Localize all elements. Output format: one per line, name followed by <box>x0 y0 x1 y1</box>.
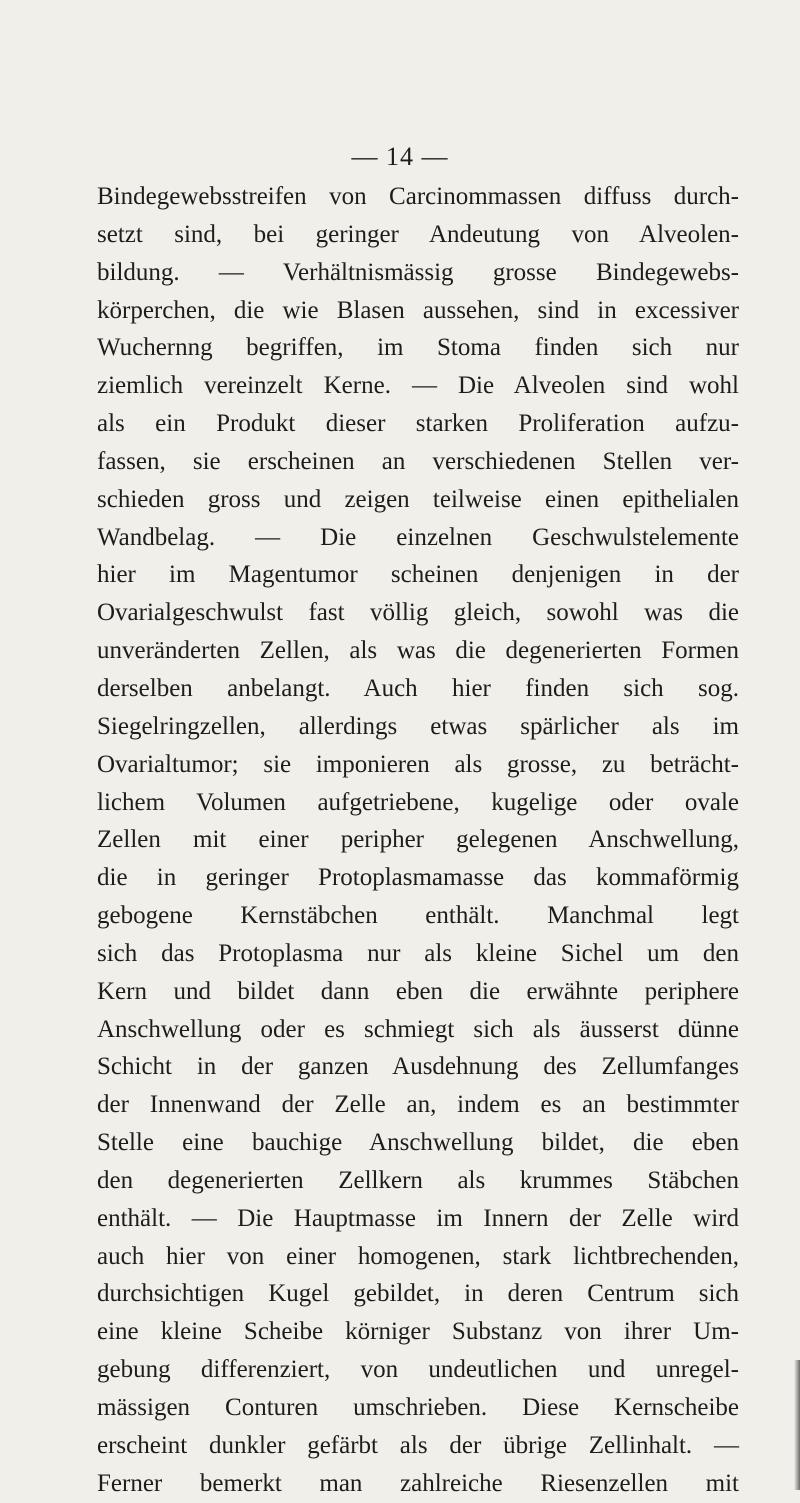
text-line: bildung. — Verhältnismässig grosse Bindegewebs- <box>97 258 739 286</box>
text-line: derselben anbelangt. Auch hier finden sich sog. <box>97 674 739 702</box>
text-line: auch hier von einer homogenen, stark lichtbrechenden, <box>97 1242 739 1270</box>
text-line: setzt sind, bei geringer Andeutung von Alveolen- <box>97 220 739 248</box>
text-line: Wuchernng begriffen, im Stoma finden sich nur <box>97 334 739 362</box>
text-line: Schicht in der ganzen Ausdehnung des Zellumfanges <box>97 1053 739 1081</box>
text-line: hier im Magentumor scheinen denjenigen in der <box>97 561 739 589</box>
text-line: sich das Protoplasma nur als kleine Sichel um den <box>97 939 739 967</box>
text-line: durchsichtigen Kugel gebildet, in deren Centrum sich <box>97 1280 739 1308</box>
text-line: gebung differenziert, von undeutlichen und unregel- <box>97 1356 739 1384</box>
text-line: gebogene Kernstäbchen enthält. Manchmal legt <box>97 902 739 930</box>
text-line: Ovarialtumor; sie imponieren als grosse, zu beträcht- <box>97 750 739 778</box>
text-line: Ferner bemerkt man zahlreiche Riesenzellen mit <box>97 1469 739 1497</box>
text-line: Kern und bildet dann eben die erwähnte periphere <box>97 977 739 1005</box>
text-line: Bindegewebsstreifen von Carcinommassen diffuss durch- <box>97 183 739 210</box>
text-line: Anschwellung oder es schmiegt sich als äusserst dünne <box>97 1015 739 1043</box>
text-line: Ovarialgeschwulst fast völlig gleich, sowohl was die <box>97 599 739 627</box>
text-line: Wandbelag. — Die einzelnen Geschwulstelemente <box>97 523 739 551</box>
text-line: körperchen, die wie Blasen aussehen, sind in excessiver <box>97 296 739 324</box>
text-line: der Innenwand der Zelle an, indem es an bestimmter <box>97 1091 739 1119</box>
page-edge-shadow <box>794 1360 800 1490</box>
body-text <box>97 178 739 1503</box>
text-line: Stelle eine bauchige Anschwellung bildet, die eben <box>97 1129 739 1157</box>
text-line: unveränderten Zellen, als was die degenerierten Formen <box>97 637 739 665</box>
text-line: ziemlich vereinzelt Kerne. — Die Alveolen sind wohl <box>97 372 739 400</box>
text-line: eine kleine Scheibe körniger Substanz von ihrer Um- <box>97 1318 739 1346</box>
text-line: den degenerierten Zellkern als krummes Stäbchen <box>97 1166 739 1194</box>
text-line: lichem Volumen aufgetriebene, kugelige oder ovale <box>97 788 739 816</box>
text-line: Siegelringzellen, allerdings etwas spärlicher als im <box>97 712 739 740</box>
text-line: erscheint dunkler gefärbt als der übrige Zellinhalt. — <box>97 1431 739 1459</box>
page-number: — 14 — <box>351 142 449 171</box>
text-line: enthält. — Die Hauptmasse im Innern der Zelle wird <box>97 1204 739 1232</box>
text-line: fassen, sie erscheinen an verschiedenen Stellen ver- <box>97 447 739 475</box>
text-line: schieden gross und zeigen teilweise einen epithelialen <box>97 485 739 513</box>
text-line: mässigen Conturen umschrieben. Diese Kernscheibe <box>97 1394 739 1421</box>
text-line: die in geringer Protoplasmamasse das kommaförmig <box>97 864 739 892</box>
text-line: als ein Produkt dieser starken Proliferation aufzu- <box>97 410 739 438</box>
text-line: Zellen mit einer peripher gelegenen Anschwellung, <box>97 826 739 854</box>
